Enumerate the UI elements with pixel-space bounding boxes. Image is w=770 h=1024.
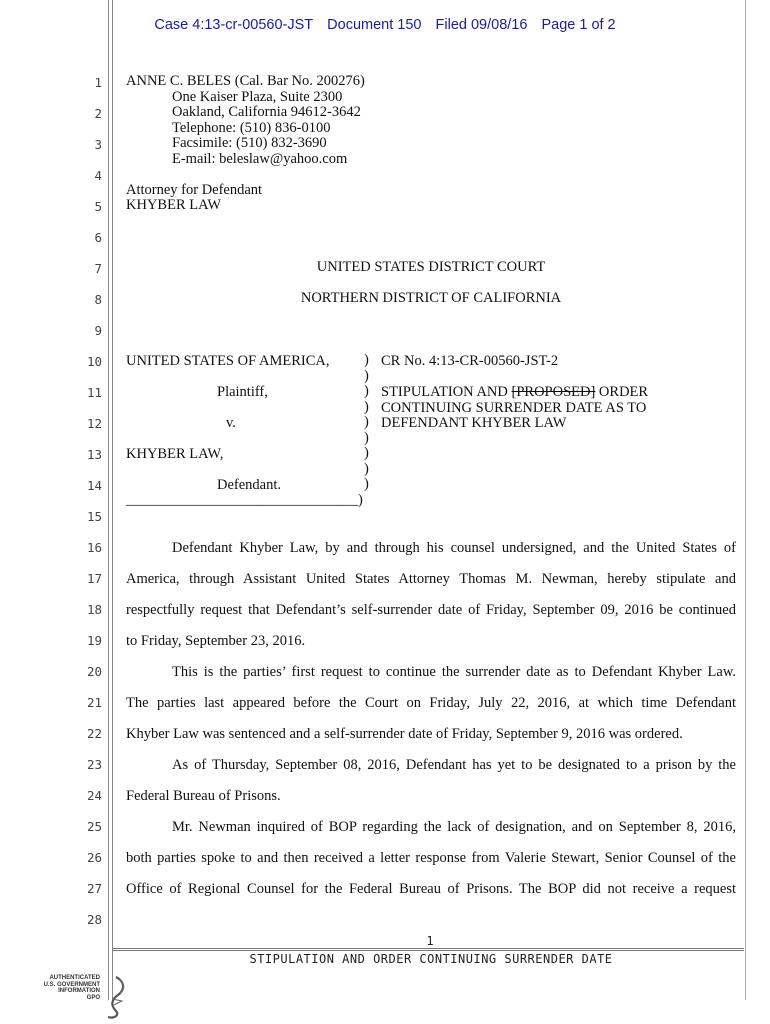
- right-margin-rule: [745, 0, 746, 1000]
- left-margin-rule-1: [108, 0, 109, 1000]
- closing-paren: ): [358, 492, 363, 508]
- attorney-name: ANNE C. BELES (Cal. Bar No. 200276): [126, 73, 365, 89]
- line-number: 1: [94, 75, 102, 90]
- gpo-eagle-icon: [100, 975, 130, 1020]
- case-number: Case 4:13-cr-00560-JST: [154, 17, 314, 33]
- line-number: 10: [86, 354, 102, 369]
- caption-underline: ________________________________): [126, 492, 363, 508]
- line-number: 3: [94, 137, 102, 152]
- court-name: UNITED STATES DISTRICT COURT: [316, 259, 546, 275]
- line-number: 18: [86, 602, 102, 617]
- body-line: both parties spoke to and then received a letter response from Valerie Stewart, Senior Counsel of the: [126, 850, 736, 866]
- body-line: Khyber Law was sentenced and a self-surrender date of Friday, September 9, 2016 was ordered.: [126, 726, 683, 742]
- line-number: 4: [94, 168, 102, 183]
- line-number: 9: [94, 323, 102, 338]
- court-district: NORTHERN DISTRICT OF CALIFORNIA: [300, 290, 562, 306]
- plaintiff-label: Plaintiff,: [217, 384, 268, 400]
- footer-title: STIPULATION AND ORDER CONTINUING SURRENDER DATE: [249, 952, 613, 966]
- footer-rule-1: [112, 948, 744, 949]
- defendant-label: Defendant.: [217, 477, 282, 493]
- attorney-role: Attorney for Defendant: [126, 182, 263, 198]
- document-title-line2: CONTINUING SURRENDER DATE AS TO: [381, 400, 647, 416]
- body-line: Federal Bureau of Prisons.: [126, 788, 281, 804]
- body-line: The parties last appeared before the Court on Friday, July 22, 2016, at which time Defendant: [126, 695, 736, 711]
- proposed-struck: [PROPOSED]: [511, 384, 596, 400]
- page-number: 1: [426, 934, 434, 948]
- caption-parens: ) ) ) ) ) ) ) ) ): [364, 352, 369, 492]
- footer-rule-2: [112, 950, 744, 951]
- body-line: America, through Assistant United States Attorney Thomas M. Newman, hereby stipulate and: [126, 571, 736, 587]
- line-number: 11: [86, 385, 102, 400]
- line-number: 15: [86, 509, 102, 524]
- line-number: 25: [86, 819, 102, 834]
- line-number: 12: [86, 416, 102, 431]
- line-number: 19: [86, 633, 102, 648]
- gpo-seal-text: AUTHENTICATED U.S. GOVERNMENT INFORMATION GPO: [43, 975, 100, 1001]
- attorney-address2: Oakland, California 94612-3642: [172, 104, 361, 120]
- attorney-email: E-mail: beleslaw@yahoo.com: [172, 151, 348, 167]
- versus: v.: [226, 415, 236, 431]
- filing-header: [0, 17, 770, 33]
- document-title-line3: DEFENDANT KHYBER LAW: [381, 415, 567, 431]
- document-title-line1: STIPULATION AND [PROPOSED] ORDER: [381, 384, 649, 400]
- line-number: 26: [86, 850, 102, 865]
- filed-date: Filed 09/08/16: [435, 17, 528, 33]
- line-number: 20: [86, 664, 102, 679]
- line-number: 17: [86, 571, 102, 586]
- body-line: Office of Regional Counsel for the Federal Bureau of Prisons. The BOP did not receive a request: [126, 881, 736, 897]
- line-number: 6: [94, 230, 102, 245]
- plaintiff-name: UNITED STATES OF AMERICA,: [126, 353, 330, 369]
- case-no: CR No. 4:13-CR-00560-JST-2: [381, 353, 559, 369]
- line-number: 21: [86, 695, 102, 710]
- body-line: respectfully request that Defendant’s self-surrender date of Friday, September 09, 2016 be continued: [126, 602, 736, 618]
- line-number: 5: [94, 199, 102, 214]
- gpo-authentication-seal: [40, 975, 130, 1020]
- line-number: 16: [86, 540, 102, 555]
- body-line: This is the parties’ first request to continue the surrender date as to Defendant Khyber Law.: [172, 664, 736, 680]
- body-line: Mr. Newman inquired of BOP regarding the lack of designation, and on September 8, 2016,: [172, 819, 736, 835]
- line-number: 23: [86, 757, 102, 772]
- attorney-client: KHYBER LAW: [126, 197, 222, 213]
- line-number: 28: [86, 912, 102, 927]
- line-number: 22: [86, 726, 102, 741]
- body-line: Defendant Khyber Law, by and through his counsel undersigned, and the United States of: [172, 540, 736, 556]
- attorney-address1: One Kaiser Plaza, Suite 2300: [172, 89, 343, 105]
- page-indicator: Page 1 of 2: [541, 17, 616, 33]
- attorney-facsimile: Facsimile: (510) 832-3690: [172, 135, 327, 151]
- line-number: 14: [86, 478, 102, 493]
- defendant-name: KHYBER LAW,: [126, 446, 224, 462]
- line-number: 24: [86, 788, 102, 803]
- body-line: to Friday, September 23, 2016.: [126, 633, 306, 649]
- left-margin-rule-2: [112, 0, 113, 1000]
- line-number: 2: [94, 106, 102, 121]
- line-number: 27: [86, 881, 102, 896]
- document-number: Document 150: [327, 17, 422, 33]
- attorney-telephone: Telephone: (510) 836-0100: [172, 120, 331, 136]
- line-number: 13: [86, 447, 102, 462]
- body-line: As of Thursday, September 08, 2016, Defendant has yet to be designated to a prison by the: [172, 757, 736, 773]
- line-number: 7: [94, 261, 102, 276]
- line-number: 8: [94, 292, 102, 307]
